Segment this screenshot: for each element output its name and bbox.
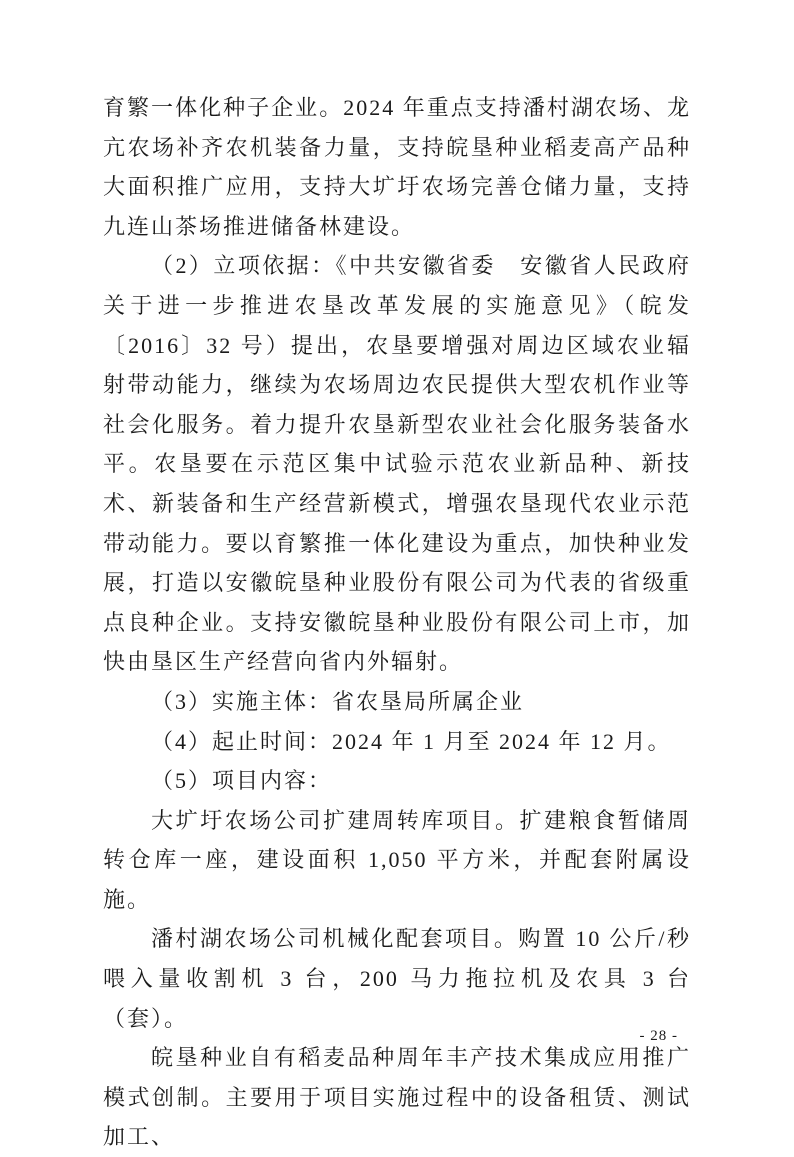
paragraph: （4）起止时间：2024 年 1 月至 2024 年 12 月。 — [151, 728, 672, 754]
paragraph: 皖垦种业自有稻麦品种周年丰产技术集成应用推广模式创制。主要用于项目实施过程中的设备租赁、测试加工、 — [103, 1045, 691, 1150]
paragraph: （2）立项依据：《中共安徽省委 安徽省人民政府关于进一步推进农垦改革发展的实施意见》（皖发〔2016〕32 号）提出，农垦要增强对周边区域农业辐射带动能力，继续为农场周边农民提供大型农机作业等社会化服务。着力提升农垦新型农业社会化服务装备水平。农垦要在示范区集中试验示范农业新品种、新技术、新装备和生产经营新模式，增强农垦现代农业示范带动能力。要以育繁推一体化建设为重点，加快种业发展，打造以安徽皖垦种业股份有限公司为代表的省级重点良种企业。支持安徽皖垦种业股份有限公司上市，加快由垦区生产经营向省内外辐射。 — [103, 253, 691, 675]
paragraph: 潘村湖农场公司机械化配套项目。购置 10 公斤/秒喂入量收割机 3 台，200 马力拖拉机及农具 3 台（套）。 — [103, 926, 691, 1031]
document-body — [103, 88, 691, 1157]
page-number: - 28 - — [639, 1028, 678, 1044]
paragraph: 育繁一体化种子企业。2024 年重点支持潘村湖农场、龙亢农场补齐农机装备力量，支持皖垦种业稻麦高产品种大面积推广应用，支持大圹圩农场完善仓储力量，支持九连山茶场推进储备林建设。 — [103, 95, 691, 239]
paragraph: 大圹圩农场公司扩建周转库项目。扩建粮食暂储周转仓库一座，建设面积 1,050 平方米，并配套附属设施。 — [103, 807, 691, 912]
paragraph: （5）项目内容： — [151, 768, 333, 794]
paragraph: （3）实施主体：省农垦局所属企业 — [151, 688, 525, 714]
